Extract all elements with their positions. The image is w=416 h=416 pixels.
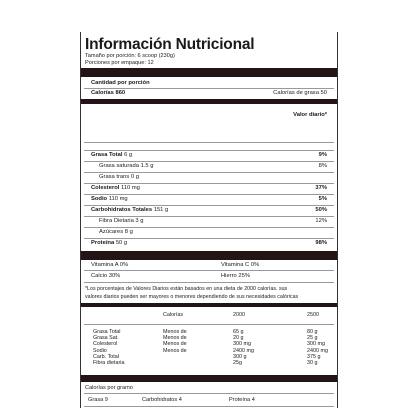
nutrient-daily-value: 50% [315, 207, 327, 213]
nutrient-row [81, 150, 337, 160]
nutrient-amount: 0 g [130, 174, 139, 180]
divider [84, 406, 334, 407]
nutrient-amount: 50 g [115, 240, 128, 246]
dv-heading: Valor diario* [293, 112, 327, 118]
daily-table-cell-name: Sodio [93, 347, 107, 354]
nutrient-daily-value: 37% [315, 185, 327, 191]
daily-table-cell-v2500: 300 mg [307, 341, 325, 348]
daily-table-cell-v2000: 300 g [233, 353, 247, 360]
nutrient-name: Sodio [91, 196, 108, 202]
nutrient-daily-value: 9% [318, 152, 327, 158]
calcium: Calcio 30% [91, 273, 121, 279]
daily-table-cell-v2000: 20 g [233, 335, 244, 342]
daily-table-cell-qual: Menos de [163, 335, 187, 342]
fat-calories: Calorías de grasa 50 [273, 90, 327, 96]
vitamin-c: Vitamina C 0% [221, 262, 260, 268]
servings-per-container: Porciones por empaque: 12 [85, 60, 154, 66]
daily-table-cell-v2500: 80 g [307, 329, 318, 335]
nutrient-label [91, 194, 128, 204]
daily-table-cell-qual: Menos de [163, 341, 187, 348]
daily-table-cell-v2000: 2400 mg [233, 347, 254, 354]
nutrient-label [91, 238, 127, 248]
daily-table-cell-v2500: 30 g [307, 360, 318, 366]
footnote-line-1: *Los porcentajes de Valores Diarios están basados en una dieta de 2000 calorías. sus [85, 286, 288, 292]
daily-table-cell-v2000: 65 g [233, 329, 244, 335]
medium-divider [81, 99, 337, 104]
nutrient-daily-value: 12% [315, 218, 327, 224]
daily-table-cell-name: Colesterol [93, 341, 118, 348]
thin-divider [81, 303, 337, 307]
daily-table-header-2500: 2500 [307, 312, 319, 318]
nutrient-row [81, 172, 337, 182]
per-gram-heading: Calorías por gramo [85, 385, 133, 391]
nutrient-name: Colesterol [91, 185, 120, 191]
nutrient-amount: 110 mg [108, 196, 128, 202]
nutrient-name: Proteína [91, 240, 115, 246]
nutrient-amount: 3 g [135, 218, 144, 224]
daily-table-cell-v2500: 375 g [307, 353, 321, 360]
nutrient-row [81, 238, 337, 248]
daily-table-cell-name: Grasa Total [93, 329, 121, 335]
daily-table-cell-v2000: 25g [233, 360, 242, 366]
daily-table-cell-name: Carb. Total [93, 353, 119, 360]
amount-heading: Cantidad por porción [91, 80, 150, 86]
divider [84, 393, 334, 394]
daily-table-cell-name: Fibra dietaria [93, 360, 125, 366]
nutrient-daily-value: 5% [318, 196, 327, 202]
nutrient-label [99, 172, 139, 182]
daily-table-header-calories: Calorías [163, 312, 184, 318]
nutrient-name: Carbohidratos Totales [91, 207, 153, 213]
divider [84, 142, 334, 143]
nutrient-amount: 8 g [124, 229, 133, 235]
nutrient-row [81, 161, 337, 171]
nutrient-name: Fibra Dietaria [99, 218, 134, 224]
nutrient-label [91, 183, 140, 193]
nutrient-label [91, 150, 132, 160]
daily-table-header-2000: 2000 [233, 312, 245, 318]
daily-table-cell-qual: Menos de [163, 329, 187, 335]
nutrient-daily-value: 98% [315, 240, 327, 246]
nutrition-label [80, 32, 338, 408]
nutrient-label [99, 216, 143, 226]
nutrient-row [81, 194, 337, 204]
nutrient-amount: 6 g [124, 152, 133, 158]
daily-table-cell-v2000: 300 mg [233, 341, 251, 348]
daily-table-cell-name: Grasa Sat. [93, 335, 119, 342]
nutrient-name: Grasa Total [91, 152, 123, 158]
per-gram-fat: Grasa 9 [88, 397, 108, 403]
footnote-line-2: valores diarios pueden ser mayores o menores dependiendo de sus necesidades calóricas [85, 294, 299, 300]
nutrient-daily-value: 8% [318, 163, 327, 169]
daily-table-cell-qual: Menos de [163, 347, 187, 354]
nutrient-amount: 151 g [153, 207, 169, 213]
nutrient-amount: 110 mg [120, 185, 140, 191]
thick-divider [81, 68, 337, 77]
dv-heading-row [81, 110, 337, 120]
divider [84, 282, 334, 283]
vitamin-row [81, 260, 337, 270]
nutrient-name: Grasa trans [99, 174, 130, 180]
nutrient-name: Azúcares [99, 229, 124, 235]
label-title: Información Nutricional [85, 36, 255, 53]
iron: Hierro 25% [221, 273, 250, 279]
calories: Calorías 860 [91, 90, 126, 96]
nutrient-row [81, 183, 337, 193]
divider [84, 324, 334, 325]
nutrient-row [81, 216, 337, 226]
nutrient-label [91, 205, 168, 215]
mineral-row [81, 271, 337, 281]
thick-divider [81, 251, 337, 260]
nutrient-row [81, 205, 337, 215]
nutrient-amount: 1.5 g [140, 163, 154, 169]
per-gram-carbs: Carbohidratos 4 [142, 397, 182, 403]
nutrient-label [99, 161, 154, 171]
nutrient-row [81, 227, 337, 237]
thick-divider [81, 375, 337, 382]
per-gram-protein: Proteína 4 [229, 397, 255, 403]
daily-table-cell-v2500: 2400 mg [307, 347, 328, 354]
nutrient-name: Grasa saturada [99, 163, 139, 169]
daily-table-cell-v2500: 25 g [307, 335, 318, 342]
vitamin-a: Vitamina A 0% [91, 262, 129, 268]
nutrient-label [99, 227, 133, 237]
serving-size: Tamaño por porción: 6 scoop (230g) [85, 53, 175, 59]
calories-row [81, 88, 337, 98]
